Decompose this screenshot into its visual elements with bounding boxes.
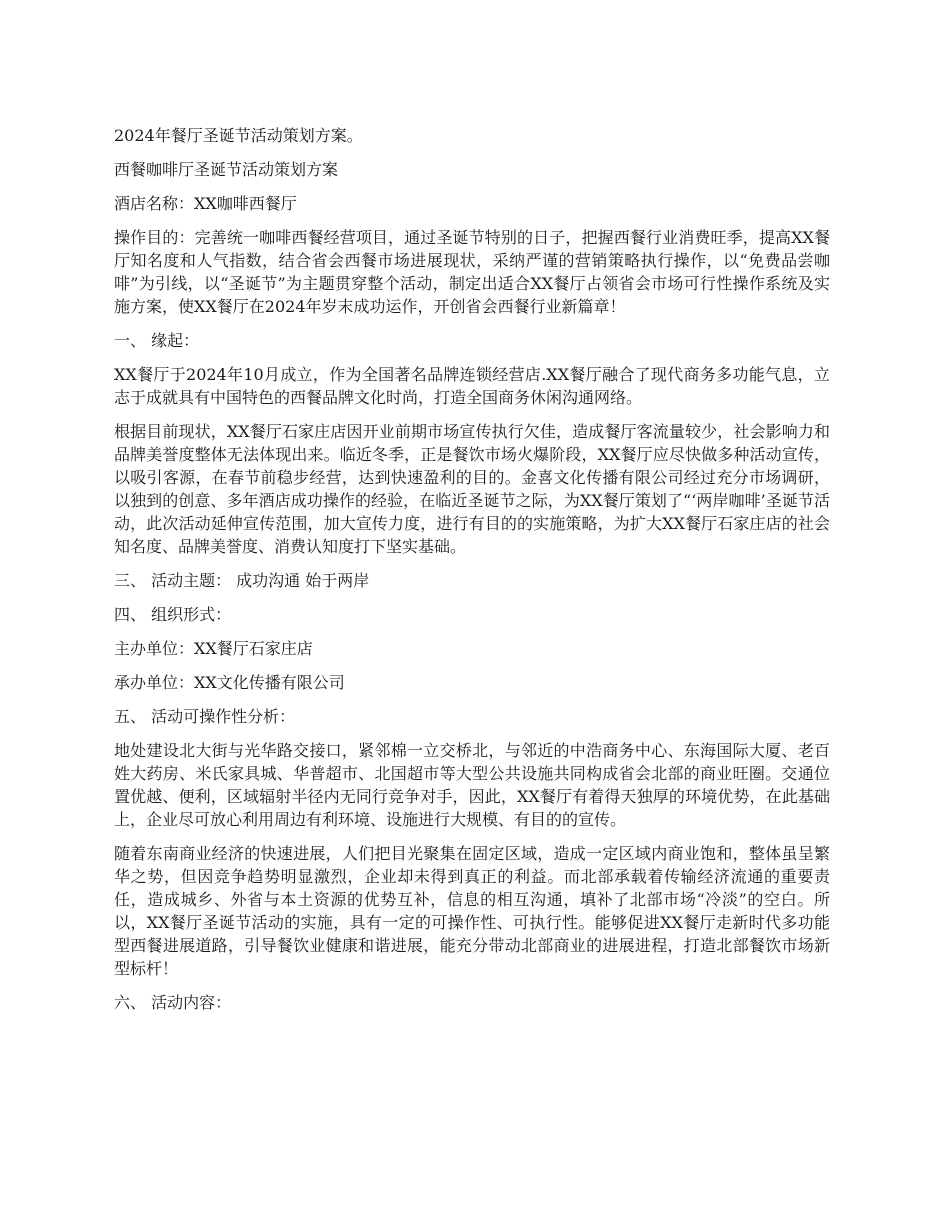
body-paragraph: 地处建设北大街与光华路交接口，紧邻棉一立交桥北，与邻近的中浩商务中心、东海国际大厦、老百姓大药房、米氏家具城、华普超市、北国超市等大型公共设施共同构成省会北部的商业旺圈。交通位置优越、便利，区域辐射半径内无同行竞争对手，因此，XX餐厅有着得天独厚的环境优势，在此基础上，企业尽可放心利用周边有利环境、设施进行大规模、有目的的宣传。 <box>114 741 830 829</box>
body-paragraph: XX餐厅于2024年10月成立，作为全国著名品牌连锁经营店.XX餐厅融合了现代商务多功能气息，立志于成就具有中国特色的西餐品牌文化时尚，打造全国商务休闲沟通网络。 <box>114 365 830 407</box>
organizer-unit-line: 承办单位：XX文化传播有限公司 <box>114 673 345 692</box>
section-heading-theme: 三、 活动主题： 成功沟通 始于两岸 <box>114 571 370 590</box>
hotel-name-line: 酒店名称：XX咖啡西餐厅 <box>114 194 297 213</box>
section-heading-feasibility: 五、 活动可操作性分析： <box>114 707 296 726</box>
section-heading-organization: 四、 组织形式： <box>114 605 232 624</box>
document-body <box>114 124 830 1025</box>
section-heading-origin: 一、 缘起： <box>114 331 200 350</box>
host-unit-line: 主办单位：XX餐厅石家庄店 <box>114 639 313 658</box>
body-paragraph: 随着东南商业经济的快速进展，人们把目光聚集在固定区域，造成一定区域内商业饱和，整体虽呈繁华之势，但因竞争趋势明显激烈，企业却未得到真正的利益。而北部承载着传输经济流通的重要责任，造成城乡、外省与本土资源的优势互补，信息的相互沟通，填补了北部市场“冷淡”的空白。所以，XX餐厅圣诞节活动的实施，具有一定的可操作性、可执行性。能够促进XX餐厅走新时代多功能型西餐进展道路，引导餐饮业健康和谐进展，能充分带动北部商业的进展进程，打造北部餐饮市场新型标杆！ <box>114 844 830 978</box>
document-title: 2024年餐厅圣诞节活动策划方案。 <box>114 126 363 145</box>
body-paragraph: 根据目前现状，XX餐厅石家庄店因开业前期市场宣传执行欠佳，造成餐厅客流量较少，社会影响力和品牌美誉度整体无法体现出来。临近冬季，正是餐饮市场火爆阶段，XX餐厅应尽快做多种活动宣传，以吸引客源，在春节前稳步经营，达到快速盈利的目的。金喜文化传播有限公司经过充分市场调研，以独到的创意、多年酒店成功操作的经验，在临近圣诞节之际，为XX餐厅策划了“‘两岸咖啡’圣诞节活动，此次活动延伸宣传范围，加大宣传力度，进行有目的的实施策略，为扩大XX餐厅石家庄店的社会知名度、品牌美誉度、消费认知度打下坚实基础。 <box>114 422 830 556</box>
document-subtitle: 西餐咖啡厅圣诞节活动策划方案 <box>114 160 339 179</box>
section-heading-content: 六、 活动内容： <box>114 993 232 1012</box>
operation-purpose-paragraph: 操作目的：完善统一咖啡西餐经营项目，通过圣诞节特别的日子，把握西餐行业消费旺季，提高XX餐厅知名度和人气指数，结合省会西餐市场进展现状，采纳严谨的营销策略执行操作，以“免费品尝咖啡”为引线，以“圣诞节”为主题贯穿整个活动，制定出适合XX餐厅占领省会市场可行性操作系统及实施方案，使XX餐厅在2024年岁末成功运作，开创省会西餐行业新篇章！ <box>114 228 830 316</box>
